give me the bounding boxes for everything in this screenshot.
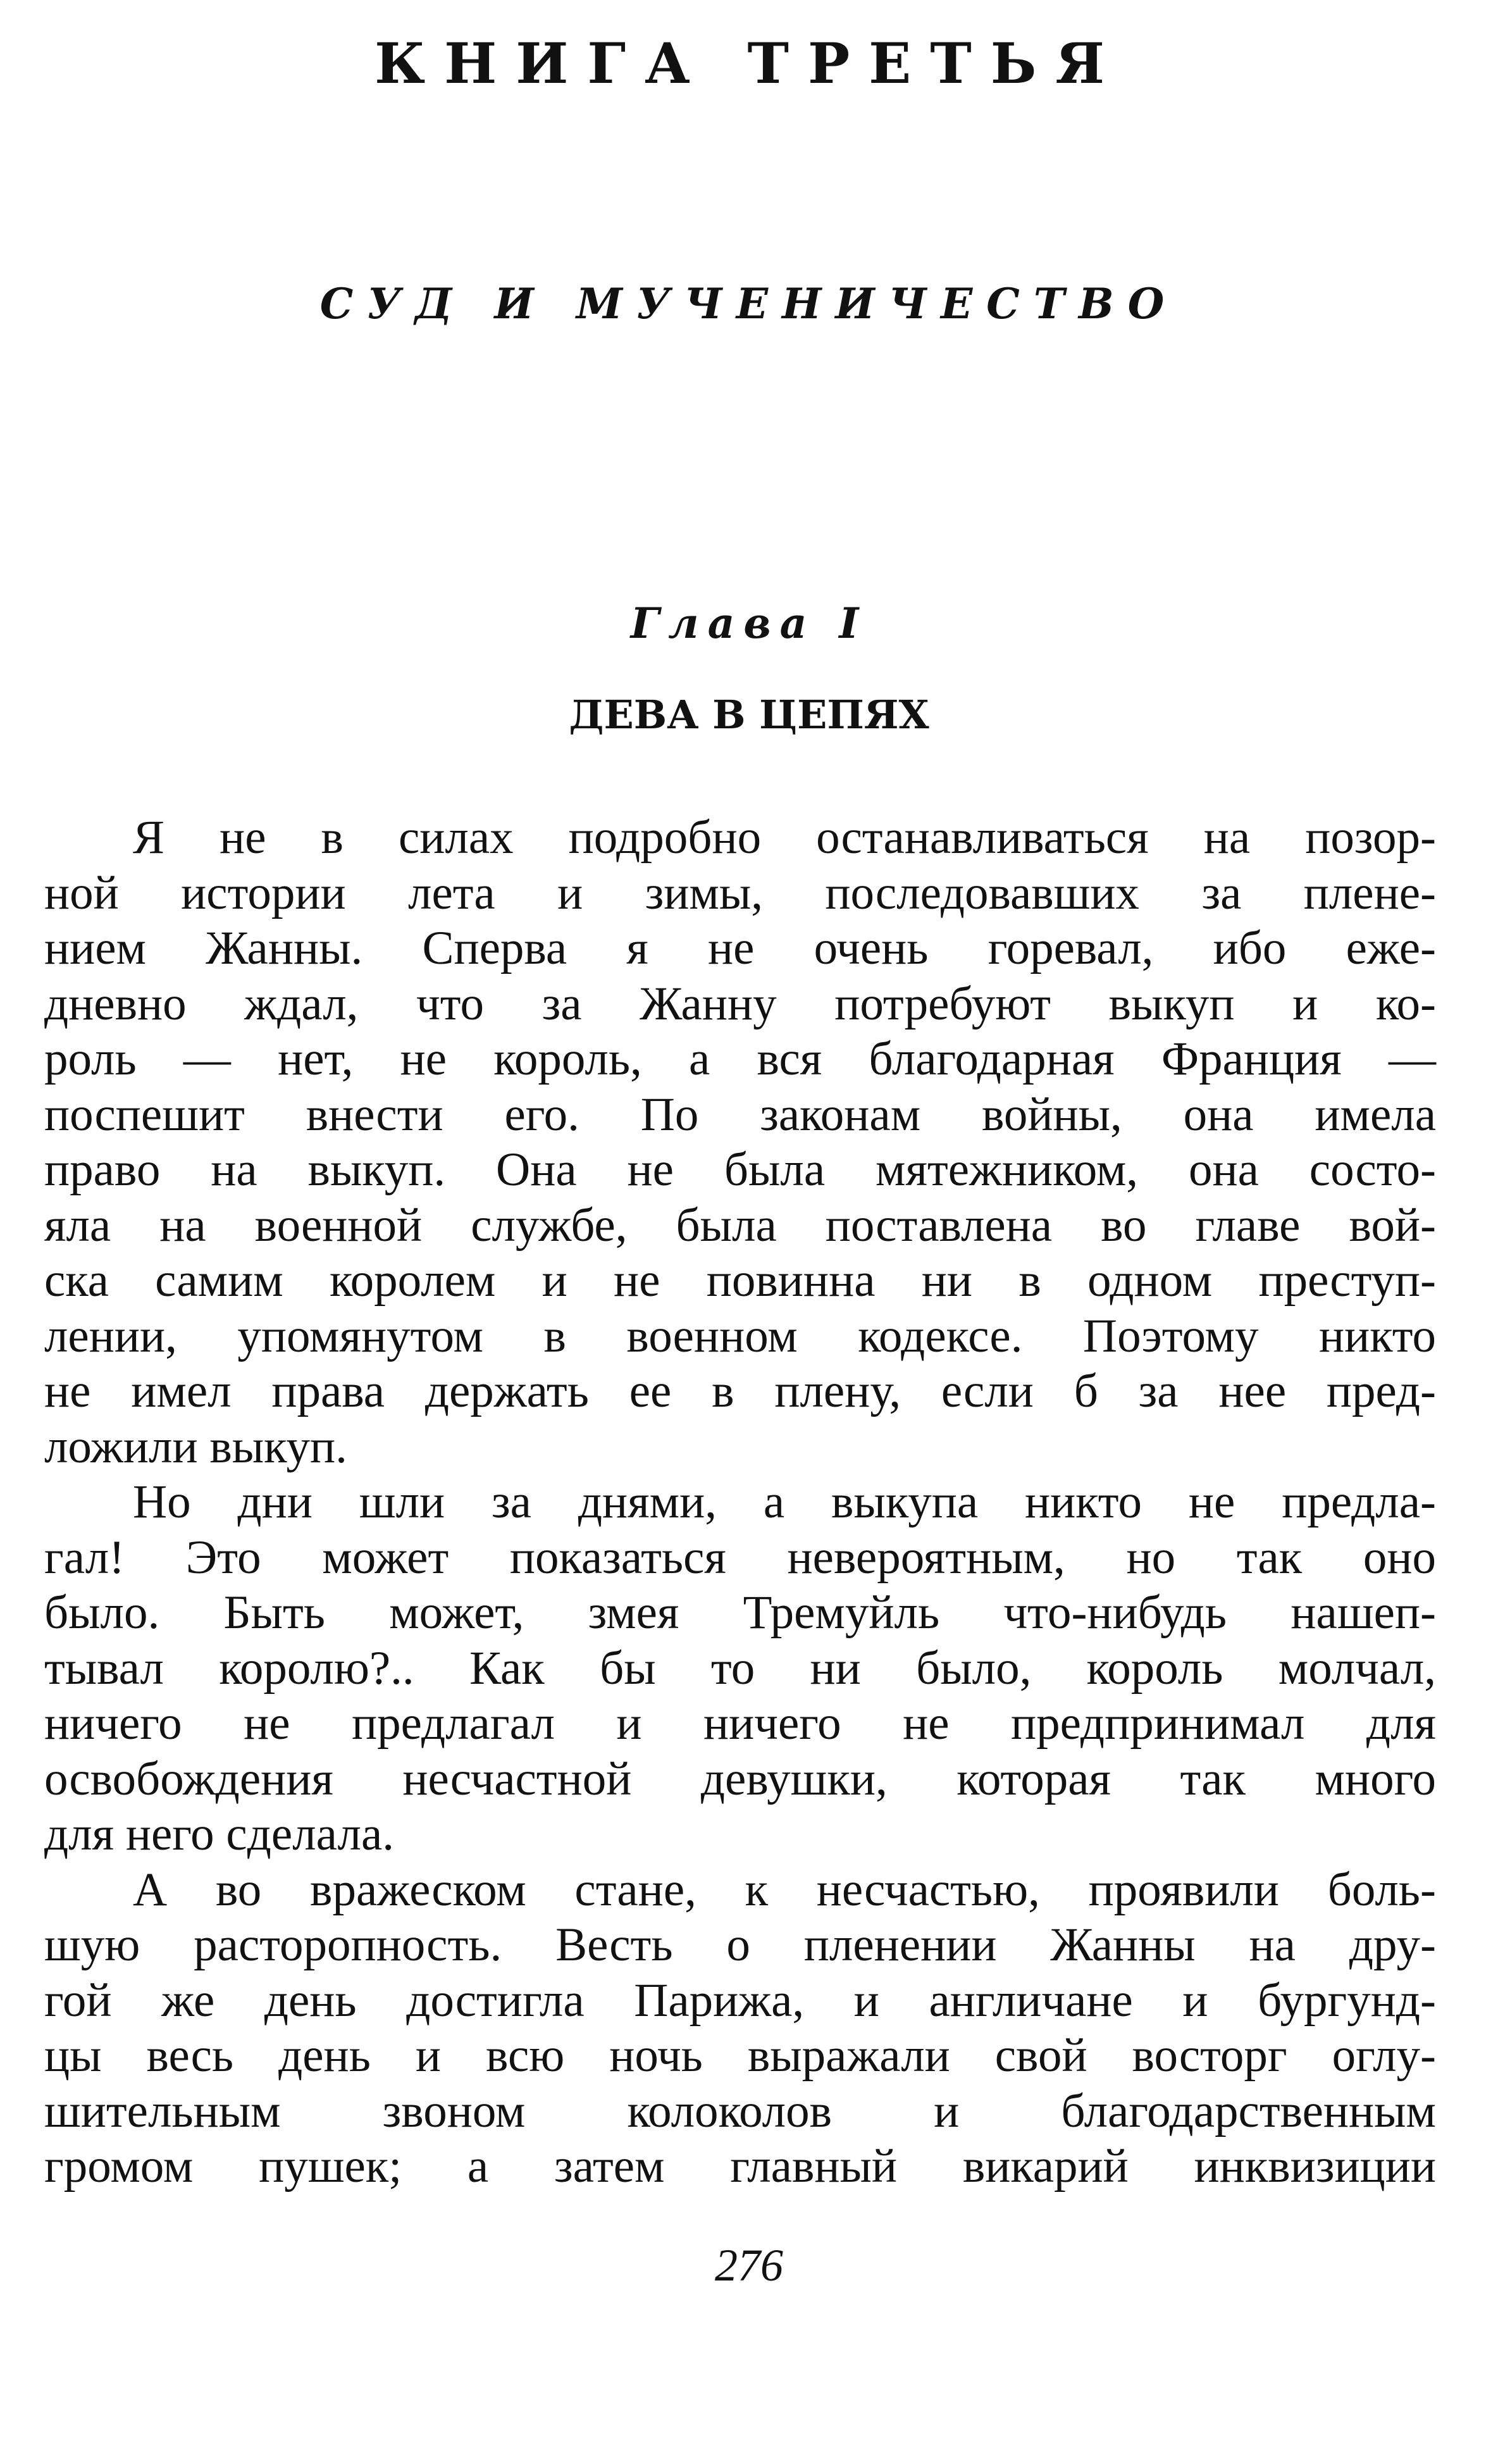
text-line: ной истории лета и зимы, последовавших за плене- (44, 866, 1436, 919)
text-line: цы весь день и всю ночь выражали свой восторг оглу- (44, 2029, 1436, 2082)
chapter-label: Глава I (630, 599, 868, 648)
text-line: Но дни шли за днями, а выкупа никто не предла- (133, 1476, 1436, 1528)
text-line: ска самим королем и не повинна ни в одном преступ- (44, 1254, 1436, 1307)
text-line: тывал королю?.. Как бы то ни было, король молчал, (44, 1641, 1436, 1695)
text-line: дневно ждал, что за Жанну потребуют выкуп и ко- (44, 977, 1436, 1030)
text-line: роль — нет, не король, а вся благодарная Франция — (44, 1033, 1436, 1085)
text-line: А во вражеском стане, к несчастью, проявили боль- (133, 1863, 1436, 1916)
text-line: шую расторопность. Весть о пленении Жанны на дру- (44, 1919, 1436, 1971)
text-line: громом пушек; а затем главный викарий инквизиции (44, 2140, 1436, 2193)
text-line: было. Быть может, змея Тремуйль что-нибудь нашеп- (44, 1586, 1436, 1639)
text-line: гой же день достигла Парижа, и англичане и бургунд- (44, 1974, 1436, 2027)
text-line: нием Жанны. Сперва я не очень горевал, ибо еже- (44, 922, 1436, 974)
text-line: лении, упомянутом в военном кодексе. Поэтому никто (44, 1309, 1436, 1362)
text-line: Я не в силах подробно останавливаться на позор- (133, 811, 1436, 864)
part-title: СУД И МУЧЕНИЧЕСТВО (319, 279, 1179, 328)
text-line: право на выкуп. Она не была мятежником, она состо- (44, 1143, 1436, 1196)
text-line: поспешит внести его. По законам войны, она имела (44, 1088, 1436, 1141)
body-text (44, 810, 1436, 2194)
chapter-title: ДЕВА В ЦЕПЯХ (569, 692, 929, 738)
book-title: КНИГА ТРЕТЬЯ (374, 30, 1124, 96)
text-line: не имел права держать ее в плену, если б за нее пред- (44, 1365, 1436, 1417)
text-line: гал! Это может показаться невероятным, но так оно (44, 1531, 1436, 1584)
text-line: ничего не предлагал и ничего не предпринимал для (44, 1697, 1436, 1750)
text-line: для него сделала. (44, 1808, 394, 1860)
text-line: шительным звоном колоколов и благодарственным (44, 2084, 1436, 2137)
text-line: яла на военной службе, была поставлена во главе вой- (44, 1198, 1436, 1252)
text-line: ложили выкуп. (44, 1420, 347, 1473)
page-number: 276 (715, 2240, 783, 2291)
text-line: освобождения несчастной девушки, которая так много (44, 1752, 1436, 1805)
